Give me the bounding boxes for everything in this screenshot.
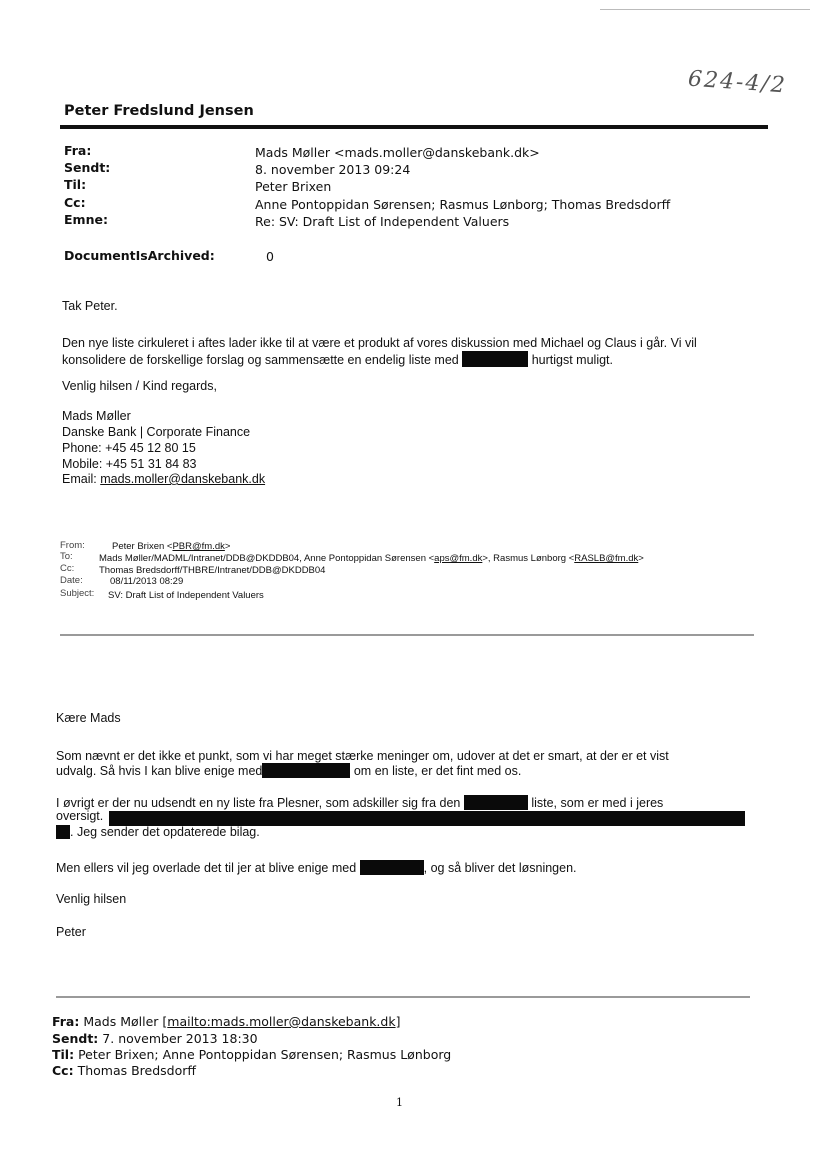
fwd-from-label: From:	[60, 540, 85, 551]
bottom-from-link[interactable]: mailto:mads.moller@danskebank.dk	[167, 1014, 396, 1029]
peter-para2-line1-end: liste, som er med i jeres	[531, 796, 664, 810]
to-label: Til:	[64, 177, 87, 192]
archived-value: 0	[266, 249, 274, 264]
handwritten-note: 624-4/2	[687, 66, 788, 99]
peter-para1-line2-text: udvalg. Så hvis I kan blive enige med	[56, 764, 263, 778]
bottom-sent-label: Sendt:	[52, 1031, 99, 1046]
fwd-date-value: 08/11/2013 08:29	[110, 576, 184, 587]
recipient-name: Peter Fredslund Jensen	[64, 103, 254, 119]
peter-para3	[56, 860, 577, 876]
peter-closing: Venlig hilsen	[56, 892, 127, 906]
peter-para2-line3	[56, 824, 260, 840]
fwd-to-email-1[interactable]: aps@fm.dk	[434, 553, 483, 564]
peter-para3-text: Men ellers vil jeg overlade det til jer at blive enige med	[56, 861, 357, 875]
reply-para1-line2-text: konsolidere de forskellige forslag og sammensætte en endelig liste med	[62, 353, 459, 367]
redaction-box	[464, 795, 528, 810]
signature-phone: Phone: +45 45 12 80 15	[62, 441, 196, 455]
sent-label: Sendt:	[64, 160, 111, 175]
peter-para2-line1	[56, 795, 663, 811]
bottom-from-row	[52, 1014, 400, 1029]
header-rule	[60, 125, 768, 129]
signature-company: Danske Bank | Corporate Finance	[62, 425, 251, 439]
peter-para1-line2-end: om en liste, er det fint med os.	[353, 764, 522, 778]
redaction-box	[360, 860, 424, 875]
bottom-from-value: Mads Møller [	[83, 1014, 168, 1029]
fwd-from-name: Peter Brixen <	[112, 541, 173, 552]
fwd-cc-label: Cc:	[60, 563, 75, 574]
page-number: 1	[396, 1096, 403, 1109]
subject-label: Emne:	[64, 212, 108, 227]
from-value: Mads Møller <mads.moller@danskebank.dk>	[255, 145, 540, 160]
signature-name: Mads Møller	[62, 409, 131, 423]
signature-email-row	[62, 471, 265, 487]
fwd-to-text-a: Mads Møller/MADML/Intranet/DDB@DKDDB04, Anne Pontoppidan Sørensen <	[99, 553, 435, 564]
peter-para1-line2	[56, 763, 521, 779]
fwd-subject-value: SV: Draft List of Independent Valuers	[108, 590, 264, 601]
fwd-to-text-c: >	[638, 553, 644, 564]
peter-para2-line2: oversigt.	[56, 809, 104, 823]
cc-label: Cc:	[64, 195, 86, 210]
fwd-from-value	[112, 541, 230, 552]
fwd-to-label: To:	[60, 551, 73, 562]
bottom-cc-label: Cc:	[52, 1063, 74, 1078]
peter-greeting: Kære Mads	[56, 711, 121, 725]
redaction-box	[462, 351, 528, 367]
archived-label: DocumentIsArchived:	[64, 248, 215, 263]
reply-closing: Venlig hilsen / Kind regards,	[62, 379, 217, 393]
bottom-to-value: Peter Brixen; Anne Pontoppidan Sørensen; Rasmus Lønborg	[78, 1047, 452, 1062]
divider-2	[56, 996, 750, 998]
fwd-subject-label: Subject:	[60, 588, 95, 599]
fwd-to-email-2[interactable]: RASLB@fm.dk	[574, 553, 639, 564]
bottom-from-close: ]	[395, 1014, 401, 1029]
bottom-to-row	[52, 1047, 451, 1062]
cc-value: Anne Pontoppidan Sørensen; Rasmus Lønborg; Thomas Bredsdorff	[255, 197, 671, 212]
peter-para2-line1-text: I øvrigt er der nu udsendt en ny liste fra Plesner, som adskiller sig fra den	[56, 796, 461, 810]
peter-para3-end: , og så bliver det løsningen.	[423, 861, 577, 875]
fwd-to-value	[99, 553, 644, 564]
bottom-cc-value: Thomas Bredsdorff	[77, 1063, 197, 1078]
to-value: Peter Brixen	[255, 179, 332, 194]
divider-1	[60, 634, 754, 636]
redaction-box	[56, 825, 70, 839]
peter-para2-line3-text: . Jeg sender det opdaterede bilag.	[70, 825, 260, 839]
peter-para1-line1: Som nævnt er det ikke et punkt, som vi har meget stærke meninger om, udover at det er smart, at der er et vist	[56, 749, 669, 763]
fwd-from-email[interactable]: PBR@fm.dk	[172, 541, 225, 552]
fwd-to-text-b: >, Rasmus Lønborg <	[482, 553, 575, 564]
fwd-cc-value: Thomas Bredsdorff/THBRE/Intranet/DDB@DKDDB04	[99, 565, 326, 576]
bottom-to-label: Til:	[52, 1047, 75, 1062]
signature-email-label: Email:	[62, 472, 97, 486]
from-label: Fra:	[64, 143, 92, 158]
sent-value: 8. november 2013 09:24	[255, 162, 411, 177]
signature-mobile: Mobile: +45 51 31 84 83	[62, 457, 197, 471]
fwd-date-label: Date:	[60, 575, 83, 586]
bottom-from-label: Fra:	[52, 1014, 80, 1029]
reply-para1-line2-end: hurtigst muligt.	[531, 353, 613, 367]
peter-signature: Peter	[56, 925, 86, 939]
fwd-from-close: >	[224, 541, 231, 552]
reply-para1-line2	[62, 351, 613, 368]
reply-greeting: Tak Peter.	[62, 299, 118, 313]
signature-email-link[interactable]: mads.moller@danskebank.dk	[100, 472, 266, 486]
redaction-box	[262, 763, 350, 778]
bottom-sent-value: 7. november 2013 18:30	[102, 1031, 258, 1046]
reply-para1-line1: Den nye liste cirkuleret i aftes lader ikke til at være et produkt af vores diskussion med Michael og Claus i går. Vi vil	[62, 336, 697, 350]
bottom-sent-row	[52, 1031, 258, 1046]
subject-value: Re: SV: Draft List of Independent Valuers	[255, 214, 510, 229]
scan-edge-line	[600, 9, 810, 10]
bottom-cc-row	[52, 1063, 196, 1078]
